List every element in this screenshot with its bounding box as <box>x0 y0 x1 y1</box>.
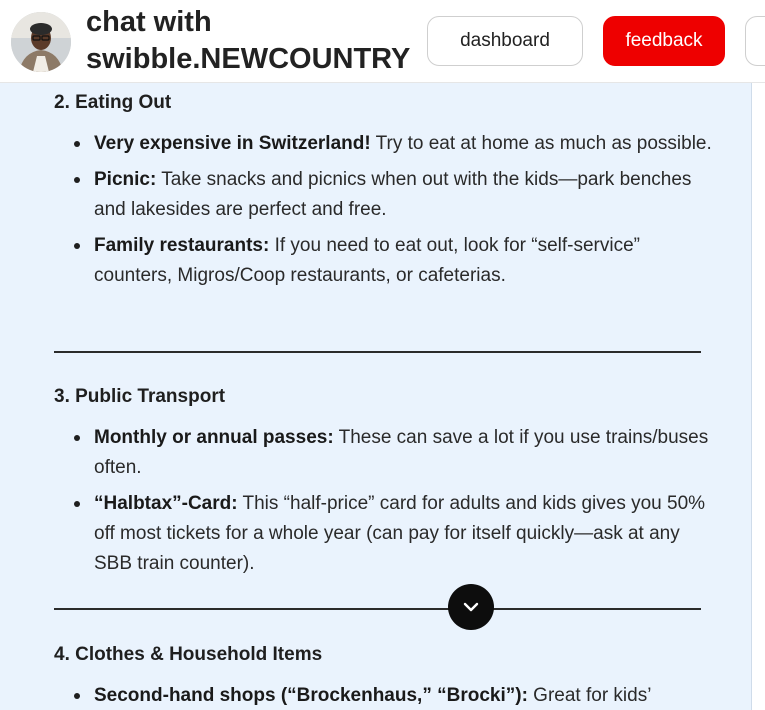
divider <box>54 351 701 353</box>
header-extra-button[interactable] <box>745 16 765 66</box>
list-item: “Halbtax”-Card: This “half-price” card for adults and kids gives you 50% off most tickets for a whole year (can pay for itself quickly—ask at any SBB train counter). <box>54 489 714 579</box>
scroll-down-button[interactable] <box>448 584 494 630</box>
list-item: Picnic: Take snacks and picnics when out with the kids—park benches and lakesides are perfect and free. <box>54 165 714 225</box>
bullet-icon <box>74 141 80 147</box>
feedback-button[interactable]: feedback <box>603 16 725 66</box>
bullet-icon <box>74 435 80 441</box>
bullet-icon <box>74 243 80 249</box>
page-title <box>86 4 410 78</box>
bullet-icon <box>74 693 80 699</box>
chevron-down-icon <box>461 597 481 617</box>
section-title-eating-out: 2. Eating Out <box>54 92 172 113</box>
avatar <box>11 12 71 72</box>
title-line-2: swibble.NEWCOUNTRY <box>86 43 411 75</box>
bullet-icon <box>74 501 80 507</box>
list-item: Monthly or annual passes: These can save a lot if you use trains/buses often. <box>54 423 714 483</box>
section-title-clothes: 4. Clothes & Household Items <box>54 644 323 665</box>
dashboard-button[interactable]: dashboard <box>427 16 583 66</box>
list-item: Family restaurants: If you need to eat out, look for “self-service” counters, Migros/Coop restaurants, or cafeterias. <box>54 231 714 291</box>
list-item: Second-hand shops (“Brockenhaus,” “Brocki”): Great for kids’ <box>54 681 714 710</box>
clothes-list <box>54 681 714 710</box>
divider <box>54 608 701 610</box>
eating-out-list <box>54 129 714 297</box>
public-transport-list <box>54 423 714 585</box>
scrollbar-track[interactable] <box>752 82 765 710</box>
title-line-1: chat with <box>86 6 212 38</box>
top-bar <box>0 0 765 83</box>
chat-message <box>0 82 752 710</box>
list-item: Very expensive in Switzerland! Try to eat at home as much as possible. <box>54 129 714 159</box>
section-title-public-transport: 3. Public Transport <box>54 386 226 407</box>
bullet-icon <box>74 177 80 183</box>
